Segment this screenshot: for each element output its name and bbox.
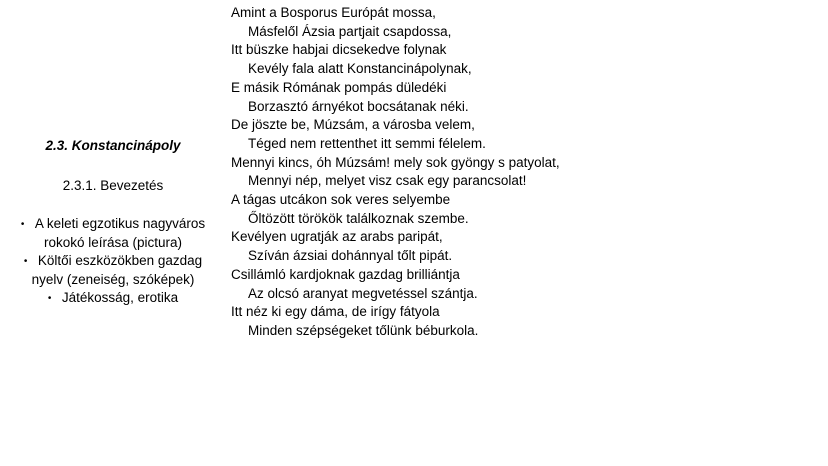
bullet-icon: • (23, 256, 28, 267)
section-title: 2.3. Konstancinápoly (45, 138, 181, 153)
subsection-title: 2.3.1. Bevezetés (62, 178, 164, 193)
bullet-text-line: Költői eszközökben gazdag (37, 253, 203, 268)
bullet-text-line: A keleti egzotikus nagyváros (34, 216, 206, 231)
poem-line: Az olcsó aranyat megvetéssel szántja. (248, 285, 478, 301)
bullet-text-line: rokokó leírása (pictura) (43, 235, 183, 250)
poem-line: Másfelől Ázsia partjait csapdossa, (248, 23, 452, 39)
poem-line: Amint a Bosporus Európát mossa, (231, 5, 436, 20)
bullet-list (0, 215, 226, 308)
poem-line: Kevélyen ugratják az arabs paripát, (231, 229, 443, 245)
poem-line: Mennyi kincs, óh Múzsám! mely sok gyöngy s patyolat, (231, 154, 560, 170)
poem-line: Csillámló kardjoknak gazdag brilliántja (231, 266, 460, 282)
poem-line: Őltözött törökök találkoznak szembe. (248, 210, 469, 226)
bullet-item (0, 289, 226, 308)
poem-line: Téged nem rettenthet itt semmi félelem. (248, 135, 486, 151)
bullet-item (0, 252, 226, 289)
poem-line: A tágas utcákon sok veres selyembe (231, 192, 451, 208)
poem-excerpt (231, 4, 821, 341)
poem-line: Minden szépségeket tőlünk béburkola. (248, 322, 479, 338)
slide-outline (0, 0, 226, 466)
poem-line: Itt büszke habjai dicsekedve folynak (231, 42, 447, 58)
poem-line: Itt néz ki egy dáma, de irígy fátyola (231, 304, 440, 320)
poem-line: E másik Rómának pompás düledéki (231, 79, 447, 95)
bullet-icon: • (47, 293, 52, 304)
bullet-icon: • (20, 219, 25, 230)
bullet-item (0, 215, 226, 252)
poem-line: Kevély fala alatt Konstancinápolynak, (248, 61, 472, 77)
bullet-text-line: nyelv (zeneiség, szóképek) (31, 272, 195, 287)
poem-line: Mennyi nép, melyet visz csak egy parancsolat! (248, 173, 527, 189)
poem-line: Borzasztó árnyékot bocsátanak néki. (248, 98, 469, 114)
poem-line: Szíván ázsiai dohánnyal tőlt pipát. (248, 248, 453, 264)
bullet-text-line: Játékosság, erotika (61, 290, 179, 305)
poem-line: De jöszte be, Múzsám, a városba velem, (231, 117, 475, 133)
